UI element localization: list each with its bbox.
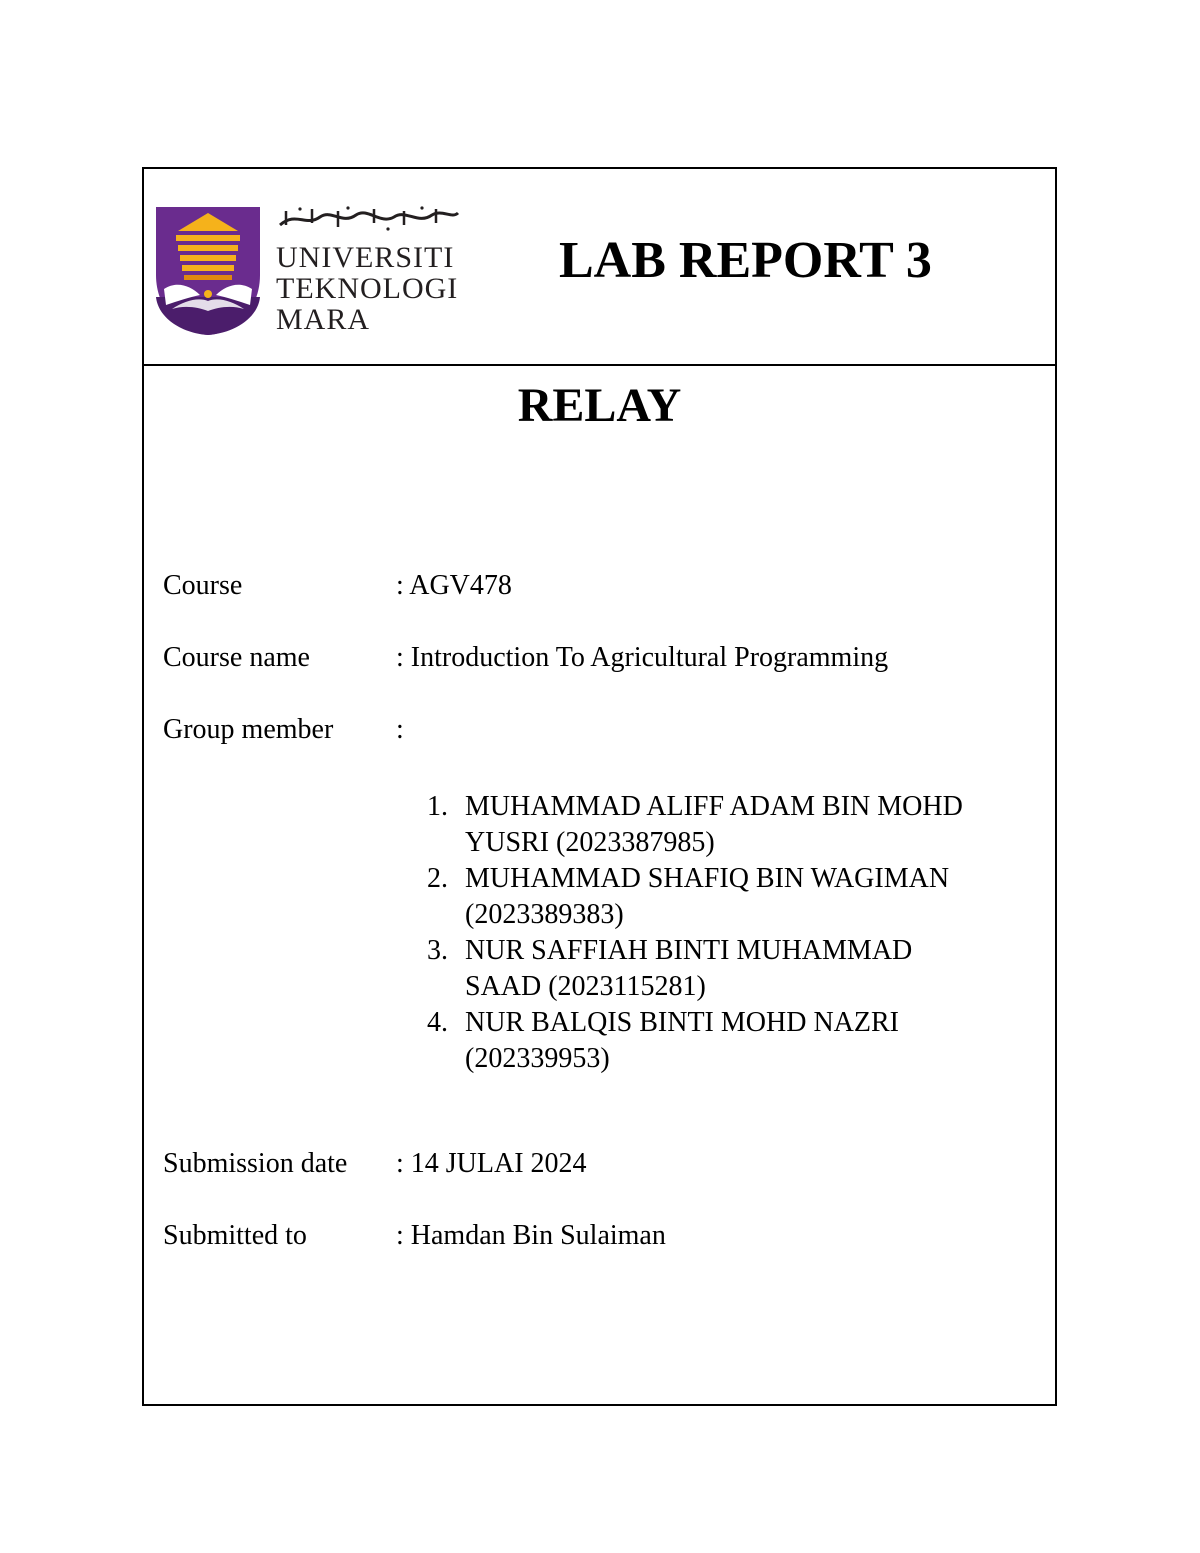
member-name-line: YUSRI (2023387985) [465, 827, 715, 858]
cover-page-frame [142, 167, 1057, 1406]
field-group-member-value: : [396, 714, 404, 745]
logo-line-mara: MARA [276, 303, 371, 336]
field-submission-date-value: : 14 JULAI 2024 [396, 1148, 587, 1179]
member-item [427, 789, 1047, 861]
member-number: 2. [427, 863, 448, 894]
field-course-label: Course [163, 570, 243, 601]
member-name-line: (202339953) [465, 1043, 610, 1074]
member-item [427, 933, 1047, 1005]
member-number: 1. [427, 791, 448, 822]
member-item [427, 861, 1047, 933]
logo-line-universiti: UNIVERSITI [276, 241, 455, 274]
topic-title: RELAY [517, 379, 682, 432]
logo-line-teknologi: TEKNOLOGI [276, 272, 459, 305]
uitm-shield-icon [154, 205, 262, 337]
member-list [427, 789, 1047, 1077]
field-submitted-to-value: : Hamdan Bin Sulaiman [396, 1220, 666, 1251]
member-number: 4. [427, 1007, 448, 1038]
jawi-script-icon [276, 205, 461, 231]
member-name-line: SAAD (2023115281) [465, 971, 706, 1002]
field-group-member-label: Group member [163, 714, 334, 745]
member-name-line: NUR BALQIS BINTI MOHD NAZRI [465, 1007, 899, 1038]
member-name-line: NUR SAFFIAH BINTI MUHAMMAD [465, 935, 913, 966]
header-row [144, 169, 1055, 366]
field-course-name-value: : Introduction To Agricultural Programming [396, 642, 889, 673]
field-course-value: : AGV478 [396, 570, 512, 601]
member-item [427, 1005, 1047, 1077]
report-title: LAB REPORT 3 [559, 232, 932, 289]
uitm-logo [154, 205, 464, 339]
member-number: 3. [427, 935, 448, 966]
field-submission-date-label: Submission date [163, 1148, 348, 1179]
member-name-line: (2023389383) [465, 899, 624, 930]
field-submitted-to-label: Submitted to [163, 1220, 307, 1251]
member-name-line: MUHAMMAD SHAFIQ BIN WAGIMAN [465, 863, 950, 894]
member-name-line: MUHAMMAD ALIFF ADAM BIN MOHD [465, 791, 963, 822]
field-course-name-label: Course name [163, 642, 310, 673]
